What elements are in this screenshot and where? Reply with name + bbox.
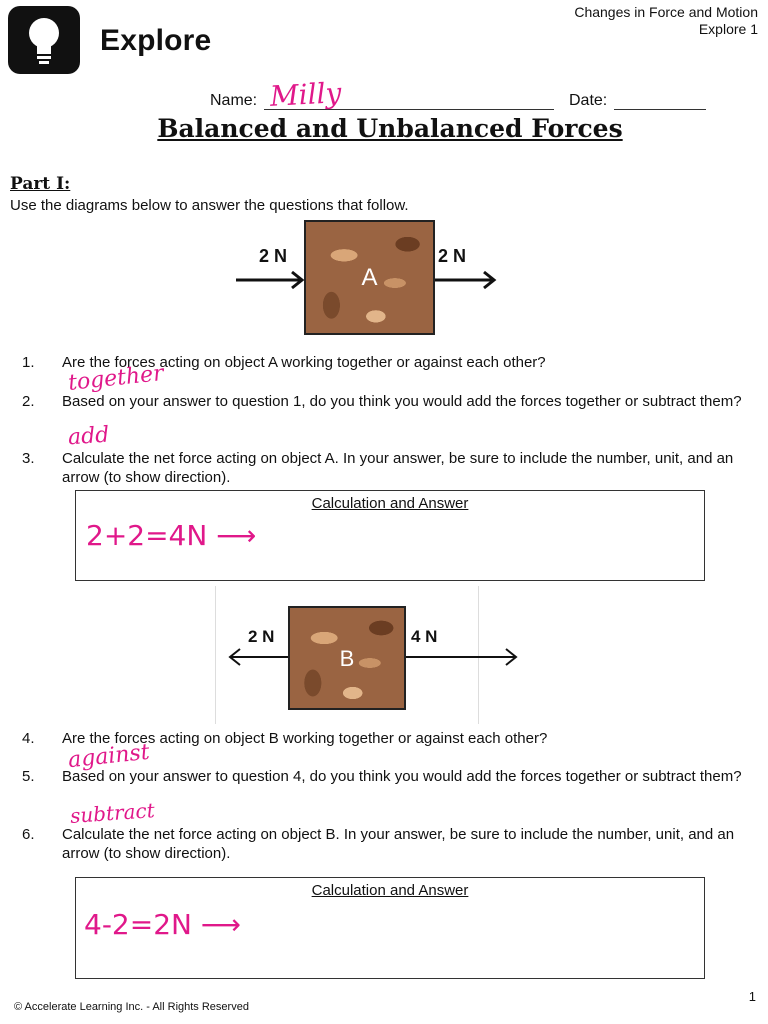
question-text: Calculate the net force acting on object A. In your answer, be sure to include the number, unit, and an arrow (to show direction). [62, 450, 734, 486]
question-number: 5. [22, 768, 35, 785]
copyright: © Accelerate Learning Inc. - All Rights Reserved [14, 1001, 249, 1013]
date-label: Date: [569, 92, 608, 109]
arrow-right-icon: ⟶ [200, 908, 241, 941]
question-text: Based on your answer to question 1, do you think you would add the forces together or subtract them? [62, 393, 742, 410]
question-number: 6. [22, 826, 35, 843]
answer-4-handwriting: against [66, 739, 151, 774]
calculation-box-title: Calculation and Answer [311, 882, 469, 899]
instructions: Use the diagrams below to answer the questions that follow. [10, 197, 409, 214]
name-label: Name: [210, 92, 258, 109]
diagram-a-right-force: 2 N [438, 246, 467, 266]
course-info [574, 4, 758, 38]
object-a-label: A [361, 264, 378, 291]
section-title: Explore [100, 24, 212, 57]
answer-2-handwriting: add [67, 422, 111, 451]
question-text: Based on your answer to question 4, do you think you would add the forces together or subtract them? [62, 768, 742, 785]
question-number: 2. [22, 393, 35, 410]
question-number: 4. [22, 730, 35, 747]
subsection-title: Explore 1 [698, 21, 758, 37]
object-b [288, 606, 406, 710]
diagram-b-right-force: 4 N [411, 627, 438, 646]
page-title: Balanced and Unbalanced Forces [157, 114, 623, 143]
diagram-b-left-force: 2 N [248, 627, 275, 646]
page-number: 1 [748, 989, 756, 1004]
name-handwriting: Milly [269, 76, 343, 113]
diagram-a-left-force: 2 N [259, 246, 288, 266]
object-a [304, 220, 435, 335]
calculation-box-title: Calculation and Answer [311, 495, 469, 512]
arrow-right-icon: ⟶ [216, 519, 257, 552]
question-text: Are the forces acting on object B working together or against each other? [62, 730, 548, 747]
calculation-b-handwriting: 4-2=2N ⟶ [84, 908, 241, 941]
object-b-label: B [339, 646, 355, 671]
calculation-box-b[interactable] [75, 877, 705, 979]
question-number: 1. [22, 354, 35, 371]
answer-5-handwriting: subtract [69, 798, 156, 828]
question-text: Calculate the net force acting on object B. In your answer, be sure to include the number, unit, and an arrow (to show direction). [62, 826, 735, 862]
date-field[interactable] [614, 109, 706, 110]
lightbulb-icon [8, 6, 80, 74]
course-title: Changes in Force and Motion [574, 4, 758, 20]
question-text: Are the forces acting on object A working together or against each other? [62, 354, 546, 371]
question-number: 3. [22, 450, 35, 467]
calculation-box-a[interactable] [75, 490, 705, 581]
part-heading: Part I: [10, 174, 71, 194]
answer-1-handwriting: together [66, 361, 165, 396]
calculation-a-handwriting: 2+2=4N ⟶ [86, 519, 257, 552]
